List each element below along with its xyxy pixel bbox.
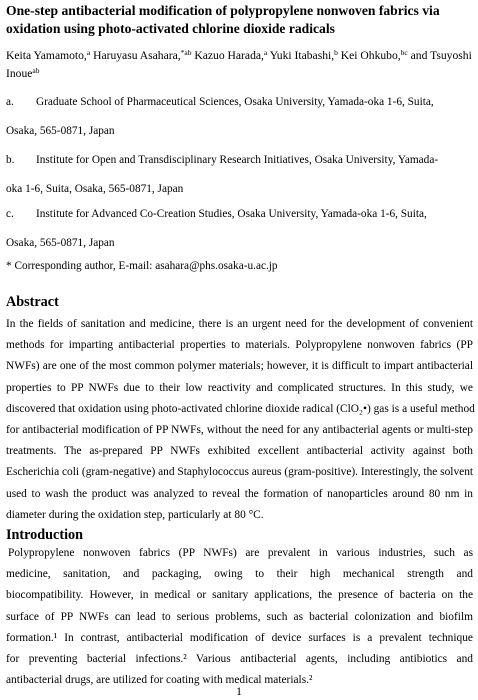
author-name: Keita Yamamoto,	[6, 49, 87, 62]
introduction-line: medicine, sanitation, and packaging, owing to their high mechanical strength and	[6, 568, 473, 581]
abstract-line: methods for imparting antibacterial properties to materials. Polypropylene nonwoven fabrics (PP	[6, 339, 473, 352]
title-line: oxidation using photo-activated chlorine dioxide radicals	[6, 21, 335, 36]
page-number: 1	[236, 684, 242, 698]
paper-title	[6, 2, 474, 38]
title-line: One-step antibacterial modification of polypropylene nonwoven fabrics via	[6, 3, 440, 18]
introduction-body	[6, 543, 473, 691]
affiliation-a	[6, 88, 472, 146]
author-affiliation-mark: a	[263, 48, 268, 57]
introduction-line: biocompatibility. However, in medical or sanitary applications, the presence of bacteria on the	[6, 589, 473, 602]
affiliation-text: Osaka, 565-0871, Japan	[6, 125, 115, 137]
abstract-body	[6, 314, 473, 526]
affiliation-text: Institute for Open and Transdisciplinary Research Initiatives, Osaka University, Yamada-	[36, 154, 439, 166]
author-affiliation-mark: b	[334, 48, 338, 57]
affiliation-text: Osaka, 565-0871, Japan	[6, 237, 115, 249]
author-affiliation-mark: ab	[32, 66, 40, 75]
abstract-line: for antibacterial modification of PP NWFs, without the need for any antibacterial agents or multi-step	[6, 424, 473, 437]
abstract-line: diameter during the oxidation step, particularly at 80 °C.	[6, 508, 264, 521]
affiliation-c	[6, 200, 472, 258]
affiliation-text: Graduate School of Pharmaceutical Sciences, Osaka University, Yamada-oka 1-6, Suita,	[36, 96, 434, 108]
abstract-line: properties to PP NWFs due to their low reactivity and complicated structures. In this study, we	[6, 381, 473, 394]
abstract-heading: Abstract	[6, 294, 59, 310]
introduction-line: antibacterial drugs, are utilized for coating with medical materials.²	[6, 674, 313, 687]
introduction-line: for preventing bacterial infections.² Various antibacterial agents, including antibiotics and	[6, 653, 473, 666]
introduction-line: Polypropylene nonwoven fabrics (PP NWFs) are prevalent in various industries, such as	[8, 547, 473, 559]
author-name: and Tsuyoshi	[407, 49, 472, 62]
author-name: Kei Ohkubo,	[337, 49, 401, 62]
affiliation-label: c.	[6, 208, 14, 220]
author-affiliation-mark: bc	[400, 48, 408, 57]
corresponding-author: * Corresponding author, E-mail: asahara@phs.osaka-u.ac.jp	[6, 260, 278, 272]
affiliation-text: Institute for Advanced Co-Creation Studies, Osaka University, Yamada-oka 1-6, Suita,	[36, 208, 427, 220]
introduction-line: surface of PP NWFs can lead to serious problems, such as bacterial colonization and biofilm	[6, 610, 473, 623]
introduction-line: formation.¹ In contrast, antibacterial modification of device surfaces is a prevalent technique	[6, 631, 473, 644]
author-affiliation-mark: a	[86, 48, 91, 57]
author-name: Kazuo Harada,	[191, 49, 264, 62]
affiliation-label: b.	[6, 154, 15, 166]
abstract-line: In the fields of sanitation and medicine, there is an urgent need for the development of convenient	[6, 318, 473, 330]
author-name: Inoue	[6, 67, 33, 80]
affiliation-label: a.	[6, 96, 14, 108]
affiliation-b	[6, 146, 472, 204]
affiliation-text: oka 1-6, Suita, Osaka, 565-0871, Japan	[6, 183, 184, 195]
author-affiliation-mark: *ab	[180, 48, 192, 57]
introduction-heading: Introduction	[6, 527, 83, 543]
abstract-line: discovered that oxidation using photo-activated chlorine dioxide radical (ClO₂•) gas is a useful method	[6, 402, 475, 415]
abstract-line: NWFs) are one of the most common polymer materials; however, it is difficult to impart antibacterial	[6, 360, 473, 373]
abstract-line: Escherichia coli (gram-negative) and Staphylococcus aureus (gram-positive). Interestingly, the solvent	[6, 466, 474, 479]
abstract-line: treatments. The as-prepared PP NWFs exhibited excellent antibacterial activity against both	[6, 445, 473, 458]
author-list	[6, 47, 472, 83]
author-name: Haruyasu Asahara,	[90, 49, 181, 62]
author-name: Yuki Itabashi,	[267, 49, 335, 62]
abstract-line: used to wash the product was analyzed to reveal the formation of nanoparticles around 80 nm in	[6, 487, 473, 500]
